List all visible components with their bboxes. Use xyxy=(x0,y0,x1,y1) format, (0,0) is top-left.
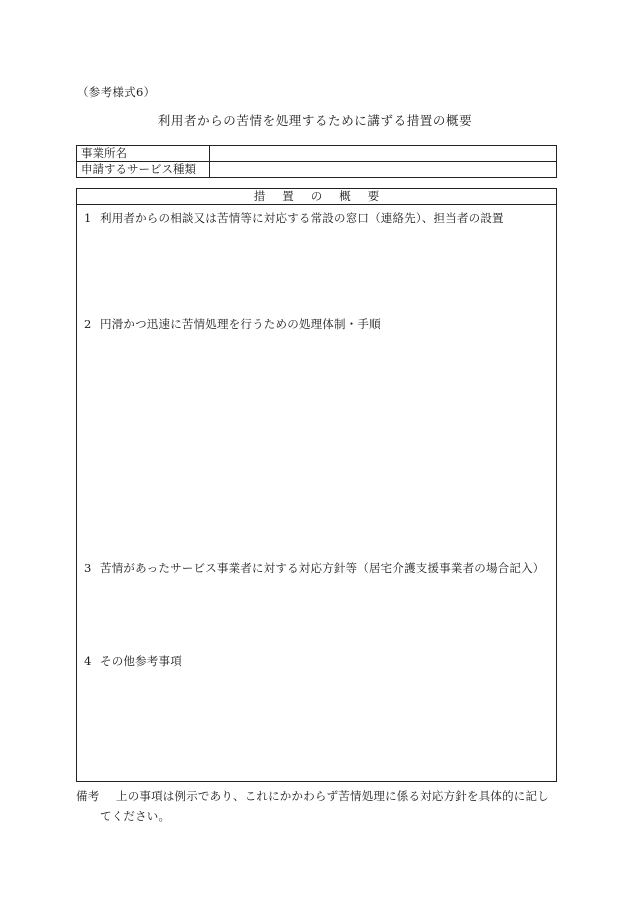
section-3[interactable] xyxy=(84,560,544,576)
remarks-line-2: てください。 xyxy=(100,809,171,823)
section-4-number: 4 xyxy=(84,654,92,668)
document-title: 利用者からの苦情を処理するために講ずる措置の概要 xyxy=(157,113,473,128)
section-3-text: 苦情があったサービス事業者に対する対応方針等（居宅介護支援事業者の場合記入） xyxy=(100,561,545,575)
office-name-field[interactable] xyxy=(210,146,557,162)
remarks-lead: 備考 xyxy=(76,789,100,803)
section-3-number: 3 xyxy=(84,561,92,575)
form-label: （参考様式6） xyxy=(77,85,156,99)
info-table xyxy=(76,145,557,178)
remarks-line-1 xyxy=(76,786,561,806)
office-name-row xyxy=(77,146,557,162)
service-type-label: 申請するサービス種類 xyxy=(77,162,210,178)
summary-box xyxy=(76,188,557,782)
section-4[interactable] xyxy=(84,653,182,669)
section-1-text: 利用者からの相談又は苦情等に対応する常設の窓口（連絡先）、担当者の設置 xyxy=(100,211,504,225)
office-name-label: 事業所名 xyxy=(77,146,210,162)
section-2-number: 2 xyxy=(84,317,92,331)
section-2[interactable] xyxy=(84,316,381,332)
summary-header: 措置の概要 xyxy=(77,189,556,205)
service-type-field[interactable] xyxy=(210,162,557,178)
section-1[interactable] xyxy=(84,210,504,226)
remarks-text-1: 上の事項は例示であり、これにかかわらず苦情処理に係る対応方針を具体的に記し xyxy=(116,789,549,803)
remarks-note xyxy=(76,786,561,826)
section-2-text: 円滑かつ迅速に苦情処理を行うための処理体制・手順 xyxy=(100,317,381,331)
section-1-number: 1 xyxy=(84,211,92,225)
section-4-text: その他参考事項 xyxy=(100,654,182,668)
service-type-row xyxy=(77,162,557,178)
